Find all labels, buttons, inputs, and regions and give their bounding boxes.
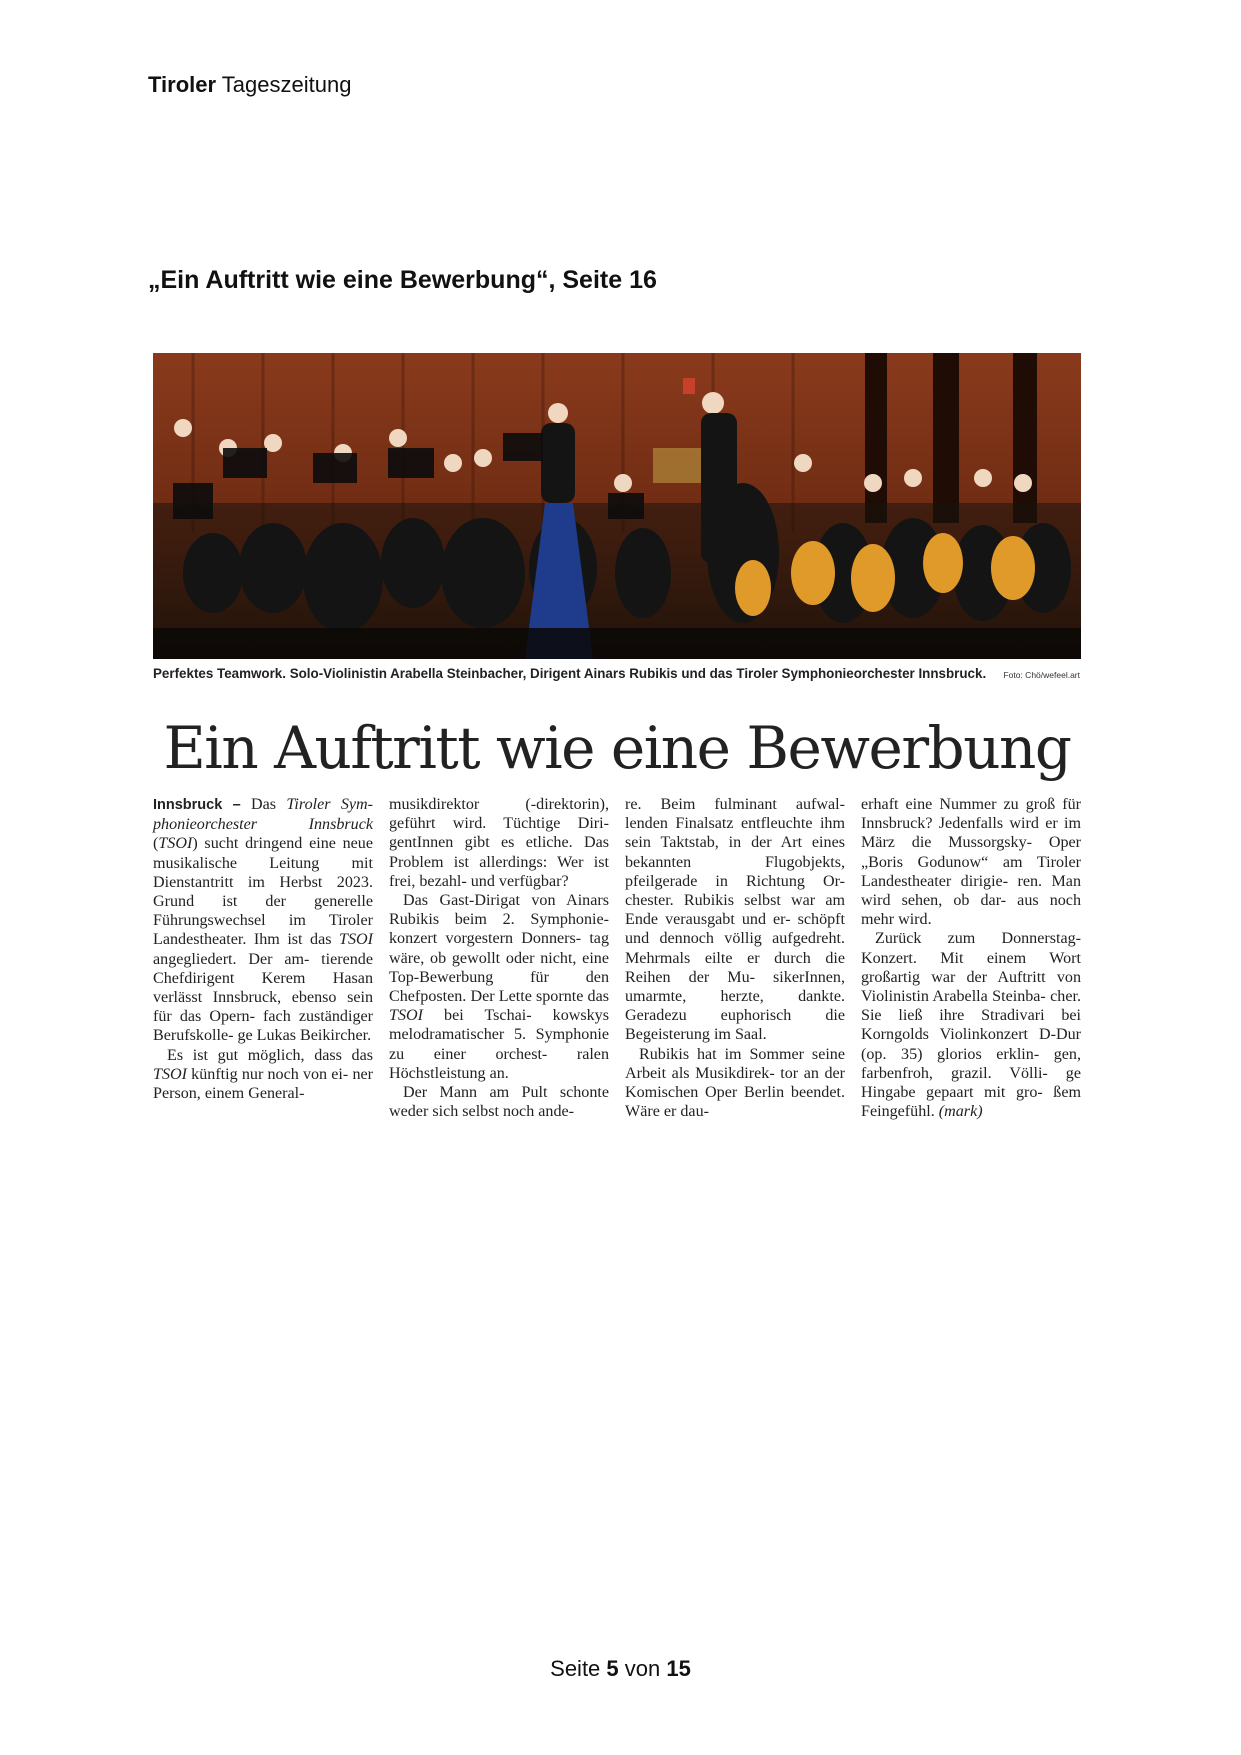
paragraph: re. Beim fulminant aufwal- lenden Finalsatz entfleuchte ihm sein Taktstab, in der Art eines bekannten Flugobjekts, pfeilgerade in Richtung Or- chester. Rubikis selbst war am Ende verausgabt und er- schöpft und dennoch völlig aufgedreht. Mehrmals eilte er durch die Reihen der Mu- sikerInnen, umarmte, herzte, dankte. Geradezu euphorisch die Begeisterung im Saal.: [625, 796, 845, 1044]
abbr-tsoi: TSOI: [153, 1065, 187, 1083]
paragraph: [861, 929, 1081, 1121]
footer-prefix: Seite: [550, 1656, 607, 1681]
paragraph: [153, 1046, 373, 1104]
abbr-tsoi: TSOI: [389, 1007, 423, 1025]
orchestra-name: Tiroler Sym- phonieorchester Innsbruck: [153, 796, 373, 834]
orchestra-photo-illustration: [153, 353, 1081, 659]
paragraph: Rubikis hat im Sommer seine Arbeit als Musikdirek- tor an der Komischen Oper Berlin beendet. Wäre er dau-: [625, 1045, 845, 1121]
paragraph: erhaft eine Nummer zu groß für Innsbruck? Jedenfalls wird er im März die Mussorgsky- Oper „Boris Godunow“ am Tiroler Landestheater dirigie- ren. Man wird sehen, ob dar- aus noch mehr wird.: [861, 796, 1081, 929]
masthead: [148, 72, 351, 98]
total-pages: 15: [666, 1656, 691, 1681]
footer-middle: von: [618, 1656, 667, 1681]
text-span: bei Tschai- kowskys melodramatischer 5. Symphonie zu einer orchest- ralen Höchstleistung an.: [389, 1007, 609, 1082]
abbr-tsoi: TSOI: [339, 931, 373, 949]
article-column-3: [625, 795, 845, 1121]
photo-caption: Perfektes Teamwork. Solo-Violinistin Arabella Steinbacher, Dirigent Ainars Rubikis und das Tiroler Symphonieorchester Innsbruck.: [153, 666, 987, 681]
article-column-1: [153, 795, 373, 1103]
current-page-number: 5: [606, 1656, 619, 1681]
text-span: Es ist gut möglich, dass das: [167, 1046, 373, 1064]
article-column-2: [389, 795, 609, 1121]
masthead-brand-rest: Tageszeitung: [216, 72, 352, 97]
paragraph: musikdirektor (-direktorin), geführt wird. Tüchtige Diri- gentInnen gibt es etliche. Das Problem ist allerdings: Wer ist frei, bezahl- und verfügbar?: [389, 796, 609, 890]
article-body: [153, 795, 1081, 1125]
abbr-tsoi: TSOI: [158, 835, 193, 853]
masthead-brand-bold: Tiroler: [148, 72, 217, 97]
orchestra-photo: [153, 353, 1081, 659]
text-span: Das: [240, 796, 287, 813]
article-headline: Ein Auftritt wie eine Bewerbung: [163, 714, 1071, 782]
text-span: künftig nur noch von ei- ner Person, einem General-: [153, 1065, 373, 1103]
page-footer: [0, 1656, 1241, 1682]
text-span: angegliedert. Der am- tierende Chefdirigent Kerem Hasan verlässt Innsbruck, ebenso sein für das Opern- fach zuständiger Berufskolle- ge Lukas Beikircher.: [153, 950, 373, 1045]
reference-title: „Ein Auftritt wie eine Bewerbung“, Seite 16: [148, 266, 657, 294]
article-column-4: [861, 795, 1081, 1121]
paragraph: [389, 891, 609, 1083]
text-span: ) sucht dringend eine neue musikalische Leitung mit Dienstantritt im Herbst 2023. Grund ist der generelle Führungswechsel im Tiroler Landestheater. Ihm ist das: [153, 835, 373, 949]
text-span: (: [153, 835, 159, 853]
paragraph: [153, 795, 373, 1046]
dateline: Innsbruck –: [153, 797, 241, 813]
text-span: Zurück zum Donnerstag- Konzert. Mit einem Wort großartig war der Auftritt von Violinistin Arabella Steinba- cher. Sie ließ ihre Stradivari bei Korngolds Violinkonzert D-Dur (op. 35) glorios erklin- gen, farbenfroh, grazil. Völli- ge Hingabe gepaart mit gro- ßem Feingefühl.: [861, 930, 1081, 1121]
text-span: Das Gast-Dirigat von Ainars Rubikis beim 2. Symphonie- konzert vorgestern Donners- tag wäre, ob gewollt oder nicht, eine Top-Bewerbung für den Chefposten. Der Lette spornte das: [389, 892, 609, 1006]
photo-credit: Foto: Chö/wefeel.art: [1003, 670, 1080, 680]
author-tag: (mark): [938, 1103, 983, 1121]
paragraph: Der Mann am Pult schonte weder sich selbst noch ande-: [389, 1084, 609, 1121]
